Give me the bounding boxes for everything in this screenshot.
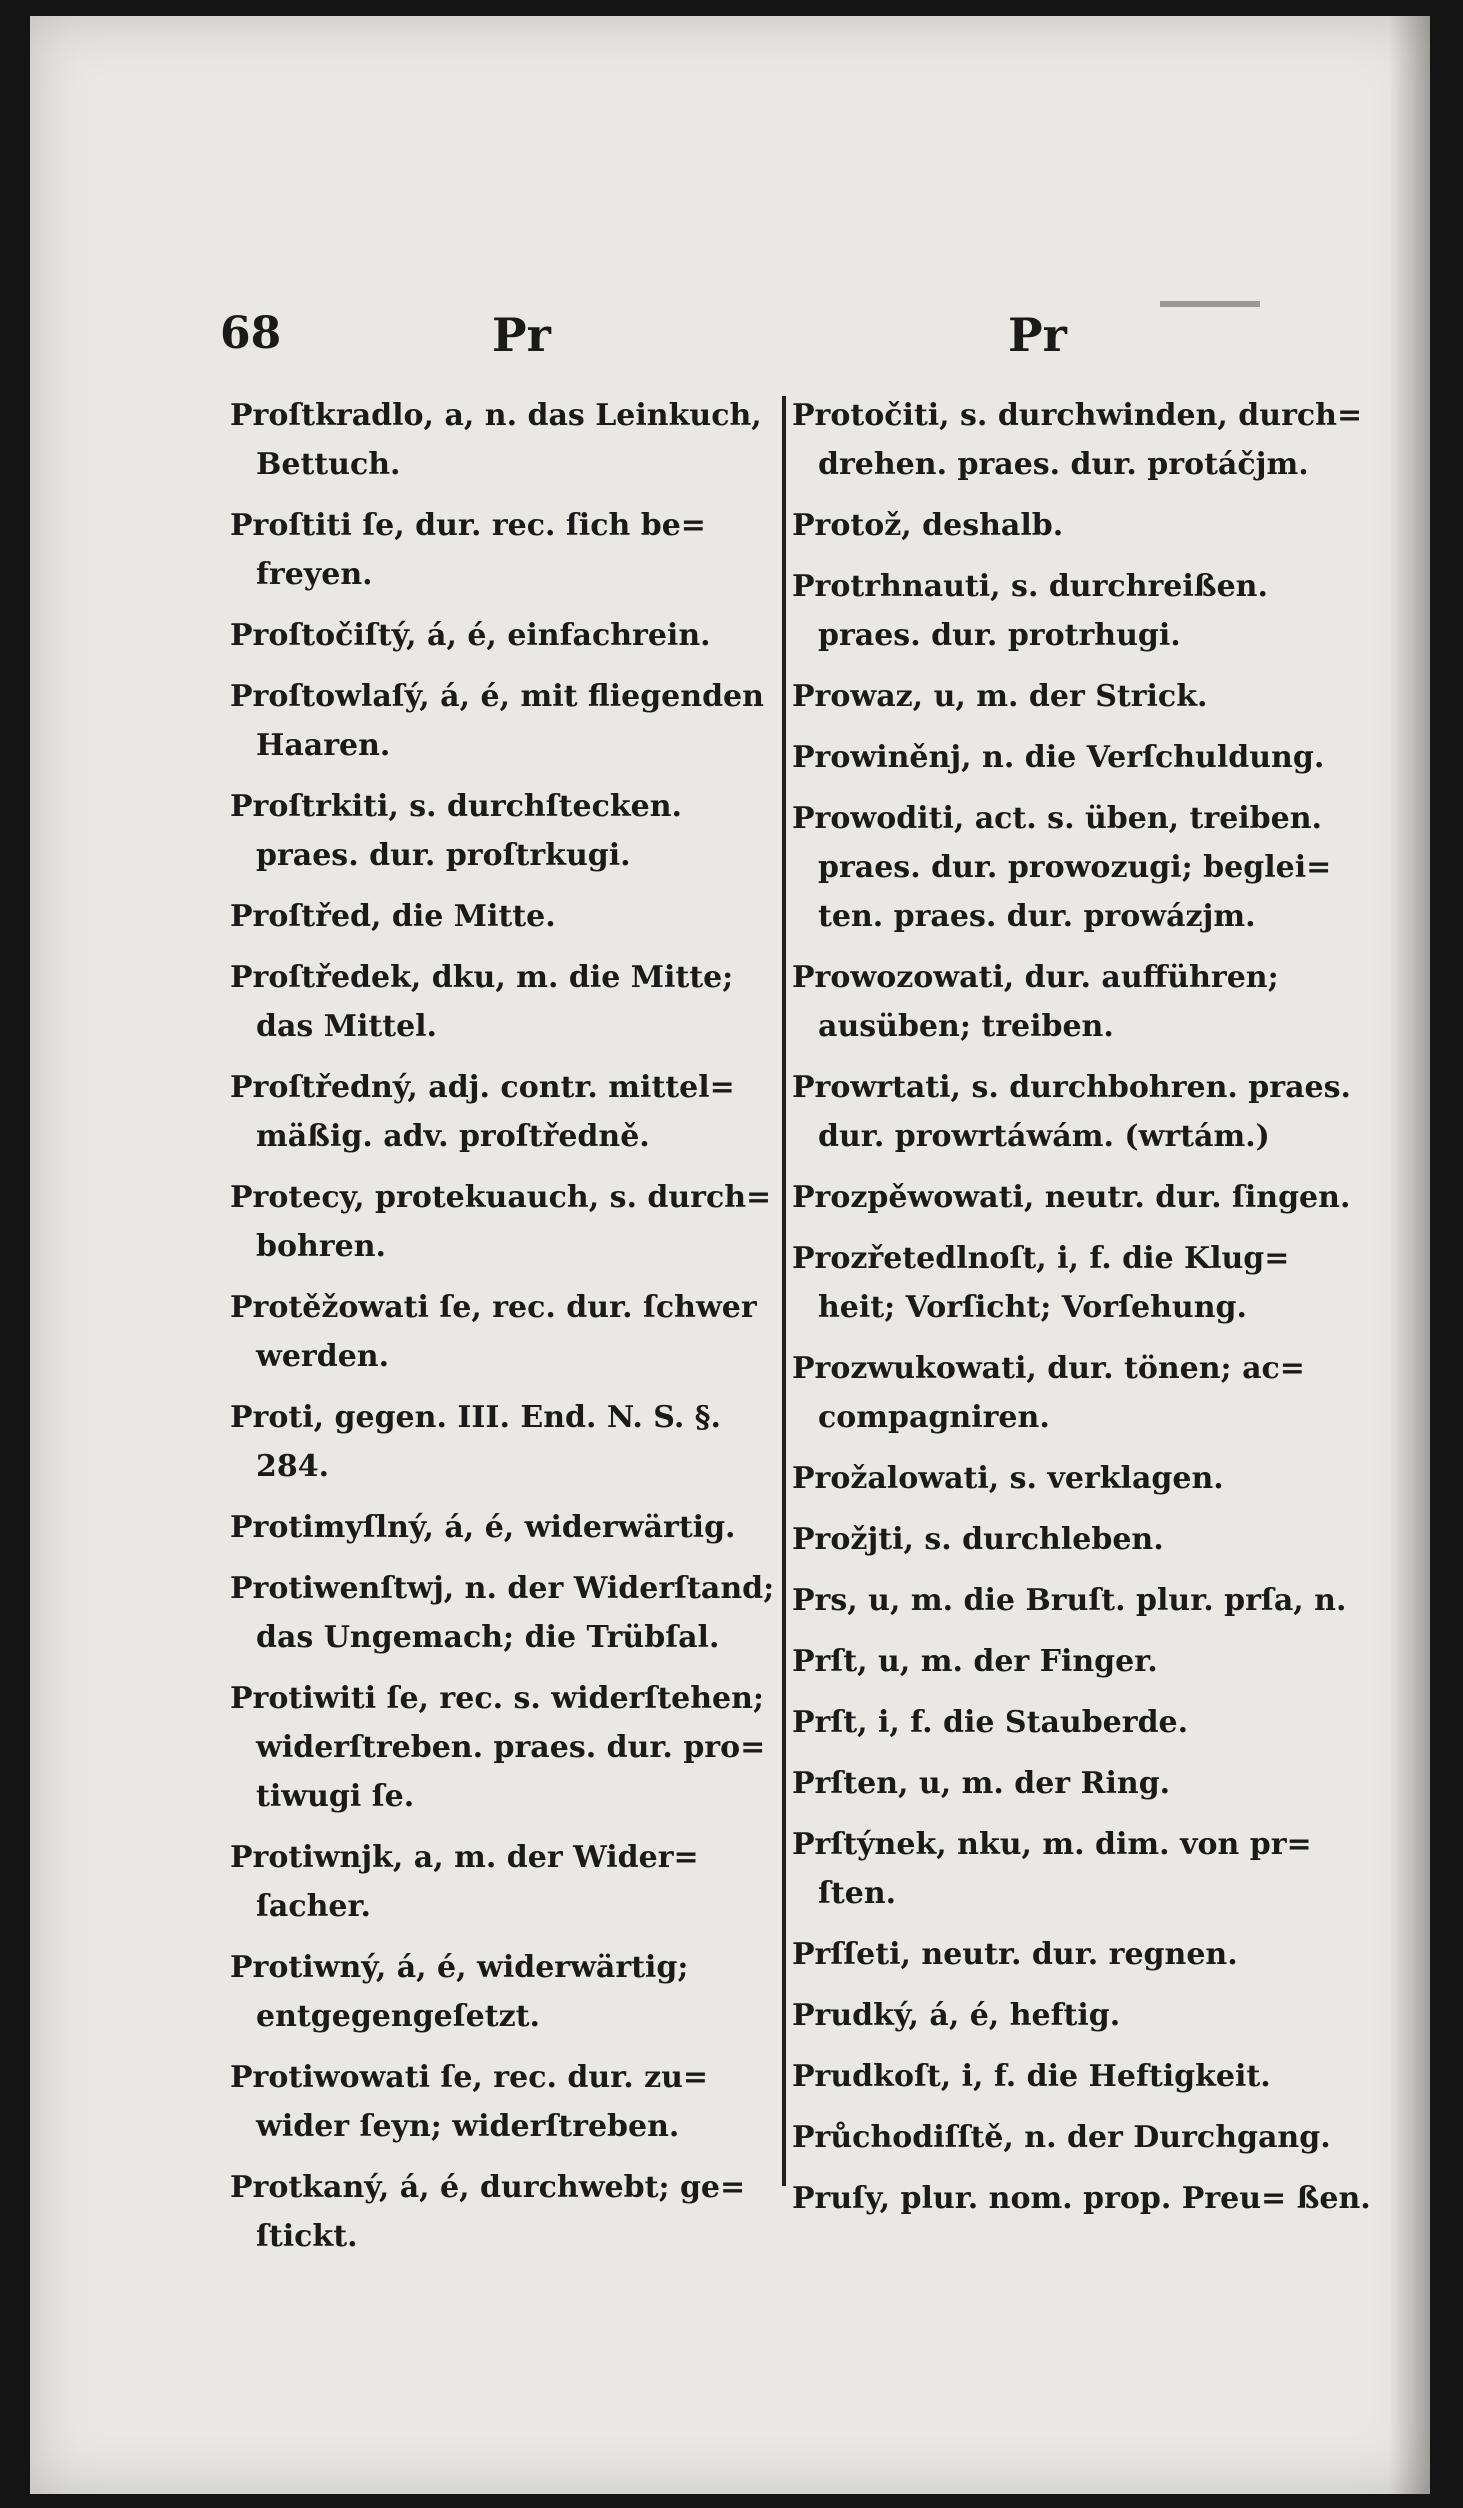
book-page: [30, 16, 1430, 2494]
dictionary-entry: Protěžowati ſe, rec. dur. ſchwer werden.: [230, 1290, 757, 1374]
dictionary-entry: Proſtowlaſý, á, é, mit fliegenden Haaren.: [230, 679, 764, 763]
dictionary-entry: Průchodiſſtě, n. der Durchgang.: [792, 2120, 1331, 2155]
dictionary-entry: Prožalowati, s. verklagen.: [792, 1461, 1224, 1496]
dictionary-entry: Proſtředek, dku, m. die Mitte; das Mittel.: [230, 960, 734, 1044]
dictionary-entry: Prſtýnek, nku, m. dim. von pr= ſten.: [792, 1827, 1312, 1911]
dictionary-entry: Protiwnjk, a, m. der Wider= ſacher.: [230, 1840, 699, 1924]
dictionary-entry: Proſtočiſtý, á, é, einfachrein.: [230, 618, 711, 653]
dictionary-entry: Prožjti, s. durchleben.: [792, 1522, 1164, 1557]
dictionary-entry: Proſtředný, adj. contr. mittel= mäßig. adv. proſtředně.: [230, 1070, 735, 1154]
right-column: [792, 391, 1377, 2235]
dictionary-entry: Prſt, u, m. der Finger.: [792, 1644, 1158, 1679]
dictionary-entry: Proſtiti ſe, dur. rec. ſich be= freyen.: [230, 508, 706, 592]
ornament-rule: [1160, 301, 1260, 307]
dictionary-entry: Prozřetedlnoſt, i, f. die Klug= heit; Vorſicht; Vorſehung.: [792, 1241, 1290, 1325]
dictionary-entry: Pruſy, plur. nom. prop. Preu= ßen.: [792, 2181, 1371, 2216]
dictionary-entry: Prowoditi, act. s. üben, treiben. praes. dur. prowozugi; beglei= ten. praes. dur. prowázjm.: [792, 801, 1332, 934]
dictionary-entry: Protrhnauti, s. durchreißen. praes. dur. protrhugi.: [792, 569, 1268, 653]
dictionary-entry: Protkaný, á, é, durchwebt; ge= ſtickt.: [230, 2170, 746, 2254]
left-column: [230, 391, 795, 2273]
dictionary-entry: Prowaz, u, m. der Strick.: [792, 679, 1208, 714]
dictionary-entry: Prowiněnj, n. die Verſchuldung.: [792, 740, 1325, 775]
dictionary-entry: Prowrtati, s. durchbohren. praes. dur. prowrtáwám. (wrtám.): [792, 1070, 1351, 1154]
dictionary-entry: Proſtrkiti, s. durchſtecken. praes. dur. proſtrkugi.: [230, 789, 682, 873]
page-edge-shadow: [1390, 16, 1430, 2494]
dictionary-entry: Prſt, i, f. die Stauberde.: [792, 1705, 1189, 1740]
dictionary-entry: Prozpěwowati, neutr. dur. ſingen.: [792, 1180, 1351, 1215]
dictionary-entry: Protož, deshalb.: [792, 508, 1064, 543]
dictionary-entry: Protiwný, á, é, widerwärtig; entgegengeſetzt.: [230, 1950, 689, 2034]
dictionary-entry: Protiwenſtwj, n. der Widerſtand; das Ungemach; die Trübſal.: [230, 1571, 775, 1655]
dictionary-entry: Proſtkradlo, a, n. das Leinkuch, Bettuch.: [230, 398, 762, 482]
page-number: 68: [220, 308, 282, 359]
column-divider: [782, 396, 786, 2186]
dictionary-entry: Protiwowati ſe, rec. dur. zu= wider ſeyn; widerſtreben.: [230, 2060, 709, 2144]
dictionary-entry: Prozwukowati, dur. tönen; ac= compagniren.: [792, 1351, 1305, 1435]
dictionary-entry: Protecy, protekuauch, s. durch= bohren.: [230, 1180, 772, 1264]
dictionary-entry: Protimyſlný, á, é, widerwärtig.: [230, 1510, 736, 1545]
dictionary-entry: Prs, u, m. die Bruſt. plur. prſa, n.: [792, 1583, 1347, 1618]
dictionary-entry: Prowozowati, dur. aufführen; ausüben; treiben.: [792, 960, 1279, 1044]
dictionary-entry: Protočiti, s. durchwinden, durch= drehen. praes. dur. protáčjm.: [792, 398, 1363, 482]
dictionary-entry: Proti, gegen. III. End. N. S. §. 284.: [230, 1400, 721, 1484]
dictionary-entry: Proſtřed, die Mitte.: [230, 899, 556, 934]
dictionary-entry: Prudký, á, é, heftig.: [792, 1998, 1121, 2033]
running-head-left: Pr: [492, 308, 551, 362]
dictionary-entry: Prudkoſt, i, f. die Heftigkeit.: [792, 2059, 1271, 2094]
dictionary-entry: Prſten, u, m. der Ring.: [792, 1766, 1171, 1801]
dictionary-entry: Prſſeti, neutr. dur. regnen.: [792, 1937, 1238, 1972]
running-head-right: Pr: [1008, 308, 1067, 362]
dictionary-entry: Protiwiti ſe, rec. s. widerſtehen; widerſtreben. praes. dur. pro= tiwugi ſe.: [230, 1681, 766, 1814]
